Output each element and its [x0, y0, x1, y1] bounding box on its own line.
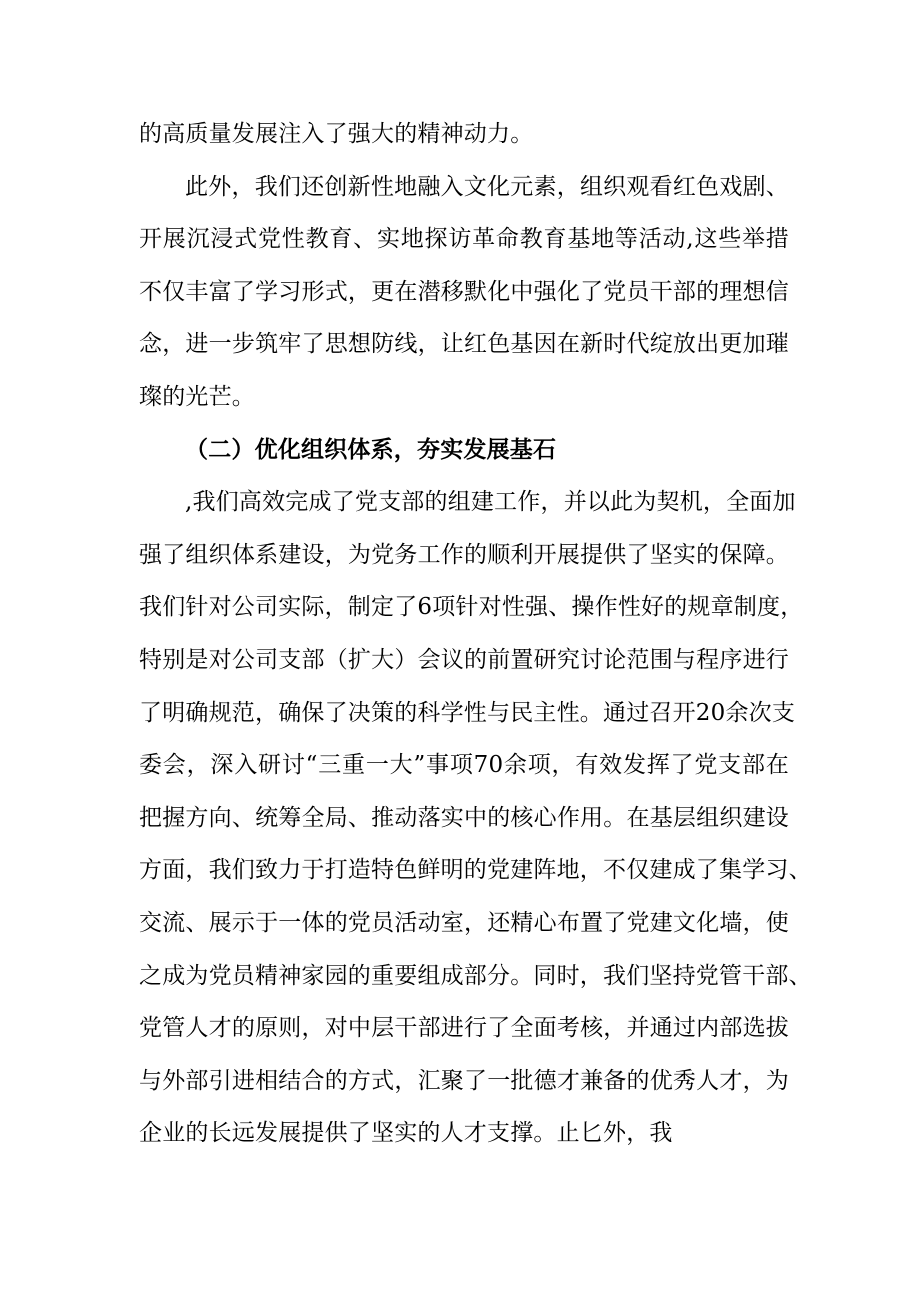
paragraph-line: 党管人才的原则，对中层干部进行了全面考核，并通过内部选拔: [139, 1015, 789, 1042]
paragraph-line: 强了组织体系建设，为党务工作的顺利开展提供了坚实的保障。: [139, 541, 789, 568]
paragraph-line: 把握方向、统筹全局、推动落实中的核心作用。在基层组织建设: [139, 804, 789, 831]
paragraph-line: 方面，我们致力于打造特色鲜明的党建阵地，不仅建成了集学习、: [139, 857, 812, 884]
paragraph-line: 交流、展示于一体的党员活动室，还精心布置了党建文化墙，使: [139, 909, 789, 936]
paragraph-line: ,我们高效完成了党支部的组建工作，并以此为契机，全面加: [185, 489, 796, 516]
document-body: [139, 108, 812, 1160]
paragraph-line: 我们针对公司实际，制定了6项针对性强、操作性好的规章制度，: [139, 594, 804, 621]
paragraph-line: 特别是对公司支部（扩大）会议的前置研究讨论范围与程序进行: [139, 646, 789, 673]
paragraph-line: 的高质量发展注入了强大的精神动力。: [139, 121, 534, 147]
paragraph-line: 之成为党员精神家园的重要组成部分。同时，我们坚持党管干部、: [139, 962, 812, 989]
paragraph-line: 与外部引进相结合的方式，汇聚了一批德才兼备的优秀人才，为: [139, 1067, 789, 1094]
paragraph-line: 不仅丰富了学习形式，更在潜移默化中强化了党员干部的理想信: [139, 278, 789, 305]
paragraph-line: 念，进一步筑牢了思想防线，让红色基因在新时代绽放出更加璀: [139, 331, 789, 358]
paragraph-line: 开展沉浸式党性教育、实地探访革命教育基地等活动,这些举措: [139, 226, 789, 253]
paragraph-line: 了明确规范，确保了决策的科学性与民主性。通过召开20余次支: [139, 699, 796, 726]
paragraph-line: 璨的光芒。: [139, 383, 255, 410]
paragraph-line: 此外，我们还创新性地融入文化元素，组织观看红色戏剧、: [185, 173, 789, 200]
paragraph-line: 委会，深入研讨“三重一大”事项70余项，有效发挥了党支部在: [139, 752, 789, 779]
paragraph-line: 企业的长远发展提供了坚实的人才支撑。止匕外，我: [139, 1120, 673, 1147]
section-heading: （二）优化组织体系，夯实发展基石: [185, 435, 557, 463]
